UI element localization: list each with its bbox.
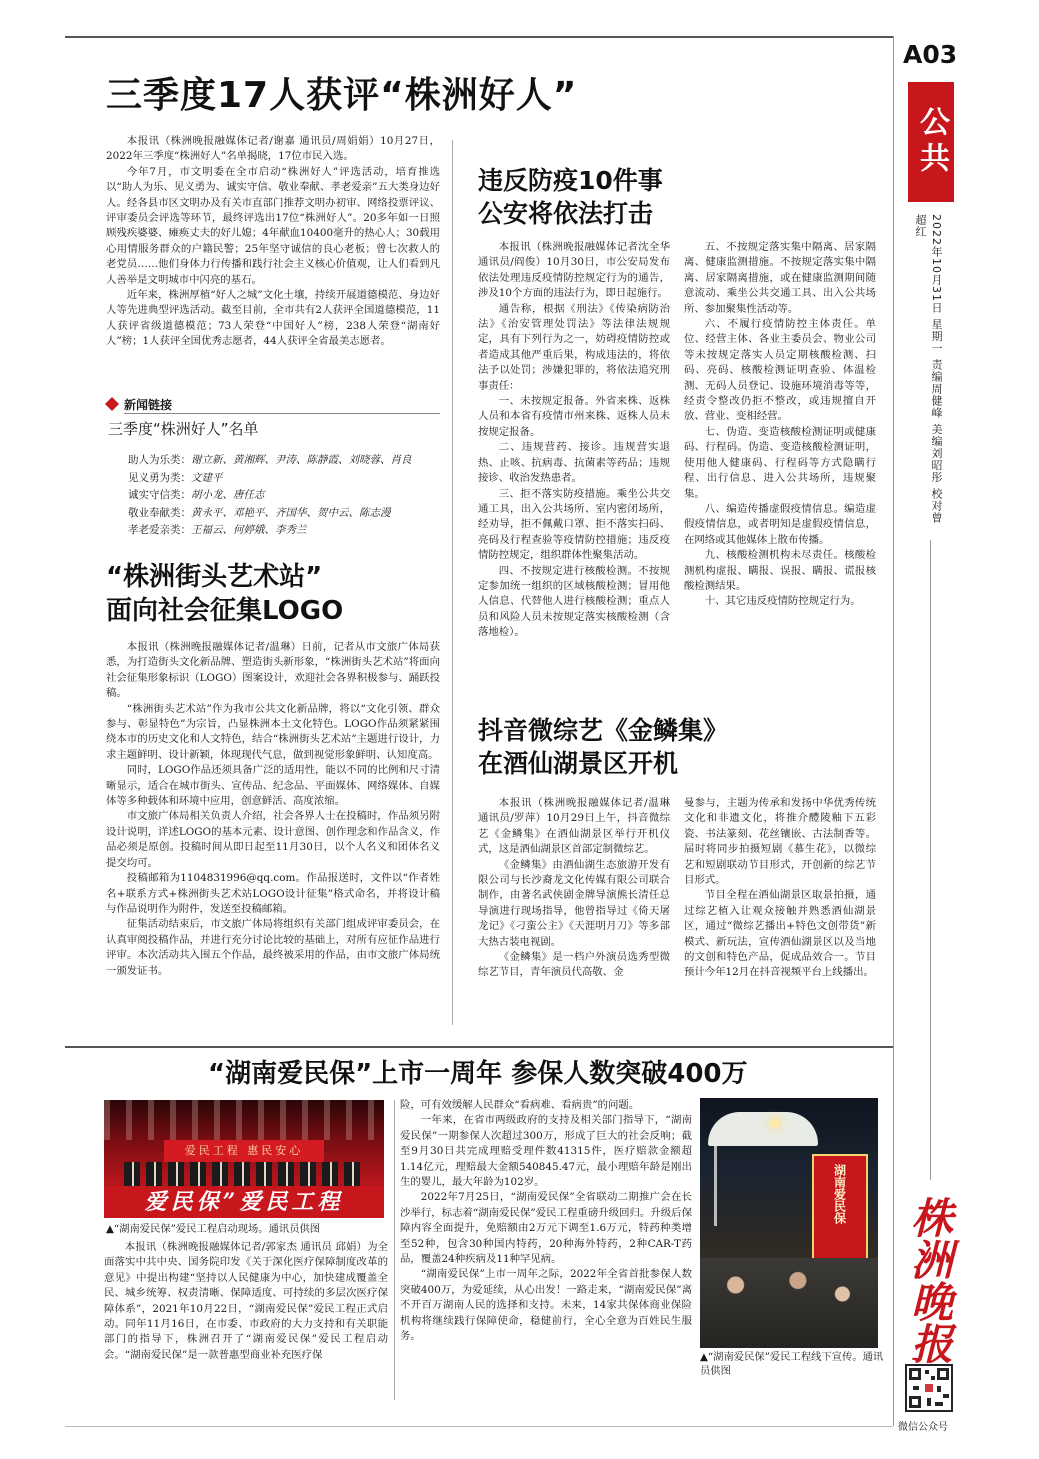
article3-para: 九、核酸检测机构未尽责任。核酸检测机构虚报、瞒报、误报、瞒报、谎报核酸检测结果。 [684, 549, 876, 592]
article2-body [106, 640, 440, 1022]
article3-col1 [478, 240, 670, 685]
article2-para: 投稿邮箱为1104831996@qq.com。作品报送时，文件以“作者姓名+联系方式+株洲街头艺术站LOGO设计征集”格式命名，并将设计稿与作品说明作为附件，发送至投稿邮箱。 [106, 872, 440, 915]
article1-para: 今年7月，市文明委在全市启动“株洲好人”评选活动，培育推选以“助人为乐、见义勇为、诚实守信、敬业奉献、孝老爱亲”五大类身边好人。经各县市区文明办及有关市直部门推荐文明办初审、网络投票评议、评审委员会评选等环节，最终评选出17位“株洲好人”。20多年如一日照顾残疾婆婆、瘫痪丈夫的好儿媳；4年献血10400毫升的热心人；30载用心用情服务群众的户籍民警；25年坚守诚信的良心老板；曾七次救人的老党员……他们身体力行传播和践行社会主义核心价值观，让人们看到凡人善举是文明城市中闪亮的基石。 [106, 165, 440, 286]
section-label: 公共 [914, 106, 949, 178]
diamond-icon [104, 396, 120, 412]
outdoor-promotion-photo [700, 1098, 878, 1348]
article3-para: 通告称，根据《刑法》《传染病防治法》《治安管理处罚法》等法律法规规定，具有下列行为之一，妨碍疫情防控或者造成其他严重后果，构成违法的，将依法予以处罚；涉嫌犯罪的，将依法追究刑事责任： [478, 302, 670, 392]
list-item: 敬业奉献类：黄永平、邓艳平、齐国华、贺中云、陈志漫 [128, 506, 391, 519]
crowd [700, 1258, 878, 1348]
article1-body [106, 134, 440, 390]
article4-para: 曼参与，主题为传承和发扬中华优秀传统文化和非遗文化，将推介醴陵釉下五彩瓷、书法篆刻、花丝镶嵌、古法制香等。届时将同步拍摄短剧《慕生花》，以微综艺和短剧联动节目形式，开创新的综艺节目形式。 [684, 797, 876, 887]
photo1-caption: ▲“湖南爱民保”爱民工程启动现场。通讯员供图 [106, 1223, 321, 1235]
list-item: 孝老爱亲类：王福云、何婷娥、李秀兰 [128, 524, 307, 537]
photo-overlay-text: 爱民保”爱民工程 [104, 1186, 384, 1218]
article4-col1 [478, 796, 670, 1026]
date-line: 2022年10月31日 星期一 责编周健峰 美编刘昭彤 校对曾超红 [914, 214, 943, 524]
brand-logo: 株洲晚报 [905, 1196, 954, 1364]
page-number: A03 [903, 40, 958, 69]
promo-sign-text: 湖南爱民保 [832, 1164, 847, 1224]
article3-headline [478, 164, 868, 230]
article5-headline: “湖南爱民保”上市一周年 参保人数突破400万 [208, 1059, 748, 1089]
article3-para: 二、违规营药、接诊。违规营实退热、止咳、抗病毒、抗菌素等药品；违规接诊、收治发热患者。 [478, 441, 670, 485]
article2-para: 市文旅广体局相关负责人介绍，社会各界人士在投稿时，作品须另附设计说明，详述LOGO的基本元素、设计意图、创作理念和作品含义，作品必须是原创。投稿时间从即日起至11月30日，以个人名义和团体名义提交均可。 [106, 810, 440, 869]
article3-headline-line2: 公安将依法打击 [478, 199, 654, 228]
stage-banner: 爱民工程 惠民安心 [164, 1140, 324, 1162]
article3-para: 三、拒不落实防疫措施。乘坐公共交通工具，出入公共场所、室内密闭场所，经劝导，拒不佩戴口罩、拒不落实扫码、亮码及行程查验等疫情防控措施；违反疫情防控规定，组织群体性聚集活动。 [478, 487, 670, 562]
article3-headline-line1: 违反防疫10件事 [478, 166, 663, 195]
article3-para: 本报讯（株洲晚报融媒体记者沈全华 通讯员/阎俊）10月30日，市公安局发布依法处理违反疫情防控规定行为的通告，涉及10个方面的违法行为，即日起施行。 [478, 241, 670, 300]
list-item: 见义勇为类：文建平 [128, 471, 223, 484]
article1-para: 本报讯（株洲晚报融媒体记者/谢嘉 通讯员/周娟娟）10月27日，2022年三季度“株洲好人”名单揭晓，17位市民入选。 [106, 135, 440, 163]
article5-col2 [400, 1098, 692, 1403]
qr-caption: 微信公众号 [898, 1422, 948, 1433]
article2-headline [106, 560, 436, 628]
qr-code[interactable] [905, 1364, 953, 1412]
article4-headline-line1: 抖音微综艺《金鳞集》 [478, 716, 729, 745]
stage-people [124, 1162, 364, 1186]
good-people-list [128, 452, 448, 540]
article3-para: 一、未按规定报备。外省来株、返株人员和本省有疫情市州来株、返株人员未按规定报备。 [478, 395, 670, 438]
article4-headline-line2: 在酒仙湖景区开机 [478, 749, 679, 778]
news-link-label: 新闻链接 [124, 397, 173, 412]
list-item: 助人为乐类：谢立新、黄湘辉、尹涛、陈静霞、刘晓蓉、肖良 [128, 454, 412, 466]
article3-para: 十、其它违反疫情防控规定行为。 [704, 595, 861, 608]
good-people-list-title: 三季度“株洲好人”名单 [108, 420, 259, 438]
article2-para: 同时，LOGO作品还须具备广泛的适用性，能以不同的比例和尺寸清晰显示，适合在城市街头、宣传品、纪念品、平面媒体、网络媒体、自媒体等多种载体和环境中应用，创意鲜活、高度浓缩。 [106, 764, 440, 808]
tent [708, 1112, 818, 1146]
article3-para: 四、不按规定进行核酸检测。不按规定参加统一组织的区域核酸检测；冒用他人信息、代替他人进行核酸检测；重点人员和风险人员未按规定落实核酸检测（含落地检）。 [478, 564, 670, 639]
article1-headline: 三季度17人获评“株洲好人” [106, 75, 578, 116]
article3-col2 [684, 240, 876, 685]
article4-col2 [684, 796, 876, 1026]
article4-para: 《金鳞集》是一档户外演员选秀型微综艺节目，青年演员代高敬、金 [478, 951, 670, 979]
tent-pole [714, 1146, 717, 1226]
stage-lights [104, 1100, 384, 1140]
article5-para: 险，可有效缓解人民群众“看病难、看病贵”的问题。 [400, 1099, 640, 1111]
photo2-caption: ▲“湖南爱民保”爱民工程线下宣传。通讯员供图 [700, 1351, 884, 1377]
section-badge [908, 82, 954, 202]
article2-headline-line1: “株洲街头艺术站” [106, 562, 323, 592]
article2-para: “株洲街头艺术站”作为我市公共文化新品牌，将以“文化引领、群众参与、彰显特色”为宗旨，凸显株洲本土文化特色。LOGO作品须紧紧围绕本市的历史文化和人文特色，结合“株洲街头艺术站”主题进行设计，力求主题鲜明、设计新颖，体现现代气息，做到视觉形象鲜明、认知度高。 [106, 702, 440, 761]
article5-para: 一年来，在省市两级政府的支持及相关部门指导下，“湖南爱民保”一期参保人次超过300万，形成了巨大的社会反响；截至9月30日共完成理赔受理件数41315件，医疗赔款金额超1.14亿元，理赔最大金额540845.47元，最小理赔年龄是刚出生的婴儿，最大年龄为102岁。 [400, 1114, 692, 1189]
article2-para: 本报讯（株洲晚报融媒体记者/温琳）日前，记者从市文旅广体局获悉，为打造街头文化新品牌、塑造街头新形象，“株洲街头艺术站”将面向社会征集形象标识（LOGO）图案设计，欢迎社会各界积极参与、踊跃投稿。 [106, 641, 440, 700]
article4-para: 本报讯（株洲晚报融媒体记者/温琳 通讯员/罗萍）10月29日上午，抖音微综艺《金鳞集》在酒仙湖景区举行开机仪式，这是酒仙湖景区首部定制微综艺。 [478, 797, 670, 856]
list-item: 诚实守信类：胡小龙、唐任志 [128, 489, 265, 502]
news-link-tag [104, 394, 172, 414]
article5-para: 本报讯（株洲晚报融媒体记者/郭家杰 通讯员 邱娟）为全面落实中共中央、国务院印发《关于深化医疗保障制度改革的意见》中提出构建“坚持以人民健康为中心，加快建成覆盖全民、城乡统筹、权责清晰、保障适度、可持续的多层次医疗保障体系”，2021年10月22日，“湖南爱民保”爱民工程正式启动。同年11月16日，在市委、市政府的大力支持和有关职能部门的指导下，株洲召开了“湖南爱民保”爱民工程启动会。“湖南爱民保”是一款普惠型商业补充医疗保 [104, 1241, 388, 1361]
article3-para: 五、不按规定落实集中隔离、居家隔离、健康监测措施。不按规定落实集中隔离、居家隔离措施，或在健康监测期间随意流动、乘坐公共交通工具、出入公共场所、参加聚集性活动等。 [684, 241, 876, 315]
article3-para: 六、不履行疫情防控主体责任。单位、经营主体、各业主委员会、物业公司等未按规定落实人员定期核酸检测、扫码、亮码、核酸检测证明查验、体温检测、无码人员登记、设施环境消毒等等，经责令整改仍拒不整改，或违规擅自开放、营业、变相经营。 [684, 318, 876, 423]
article4-para: 节目全程在酒仙湖景区取景拍摄，通过综艺植入让观众接触并熟悉酒仙湖景区，通过“微综艺播出+特色文创带货”新模式、新玩法，宣传酒仙湖景区以及当地的文创和特色产品，促成品效合一。节目预计今年12月在抖音视频平台上线播出。 [684, 889, 876, 979]
rail-rule [930, 540, 931, 1180]
promo-sign [812, 1154, 868, 1274]
qr-icon [907, 1366, 951, 1410]
article2-headline-line2: 面向社会征集LOGO [106, 596, 344, 626]
article2-para: 征集活动结束后，市文旅广体局将组织有关部门组成评审委员会，在认真审阅投稿作品，并进行充分讨论比较的基础上，对所有应征作品进行评审。本次活动共入围五个作品，最终被采用的作品，由市文旅广体局统一颁发证书。 [106, 918, 440, 977]
article3-para: 八、编造传播虚假疫情信息。编造虚假疫情信息，或者明知是虚假疫情信息，在网络或其他媒体上散布传播。 [684, 502, 876, 546]
article5-col1 [104, 1240, 388, 1405]
article5-para: 2022年7月25日，“湖南爱民保”全省联动二期推广会在长沙举行，标志着“湖南爱民保”爱民工程重磅升级回归。升级后保障内容全面提升，免赔额由2万元下调至1.6万元，特药种类增至52种，包含30种国内特药，20种海外特药，2种CAR-T药品，覆盖24种疾病及11种罕见病。 [400, 1191, 692, 1266]
article4-para: 《金鳞集》由酒仙湖生态旅游开发有限公司与长沙裔龙文化传媒有限公司联合制作，由著名武侠剧金牌导演熊长清任总导演进行现场指导，他曾指导过《倚天屠龙记》《刁蛮公主》《天涯明月刀》等多部大热古装电视剧。 [478, 858, 670, 948]
article5-para: “湖南爱民保”上市一周年之际，2022年全省首批参保人数突破400万，为爱延续，从心出发！一路走来，“湖南爱民保”离不开百万湖南人民的选择和支持。未来，14家共保体商业保险机构将继续践行保障使命，稳健前行，全心全意为百姓民生服务。 [400, 1268, 692, 1343]
lamp [770, 1118, 780, 1128]
article1-para: 近年来，株洲厚植“好人之城”文化土壤，持续开展道德模范、身边好人等先进典型评选活动。截至目前，全市共有2人获评全国道德模范，11人获评省级道德模范；73人荣登“中国好人”榜，238人荣登“湖南好人”榜；1人获评全国优秀志愿者，44人获评全省最美志愿者。 [106, 289, 440, 348]
launch-event-photo [104, 1100, 384, 1218]
article3-para: 七、伪造、变造核酸检测证明或健康码、行程码。伪造、变造核酸检测证明，使用他人健康码、行程码等方式隐瞒行程、出行信息、进入公共场所，违规聚集。 [684, 425, 876, 500]
article4-headline [478, 714, 878, 780]
